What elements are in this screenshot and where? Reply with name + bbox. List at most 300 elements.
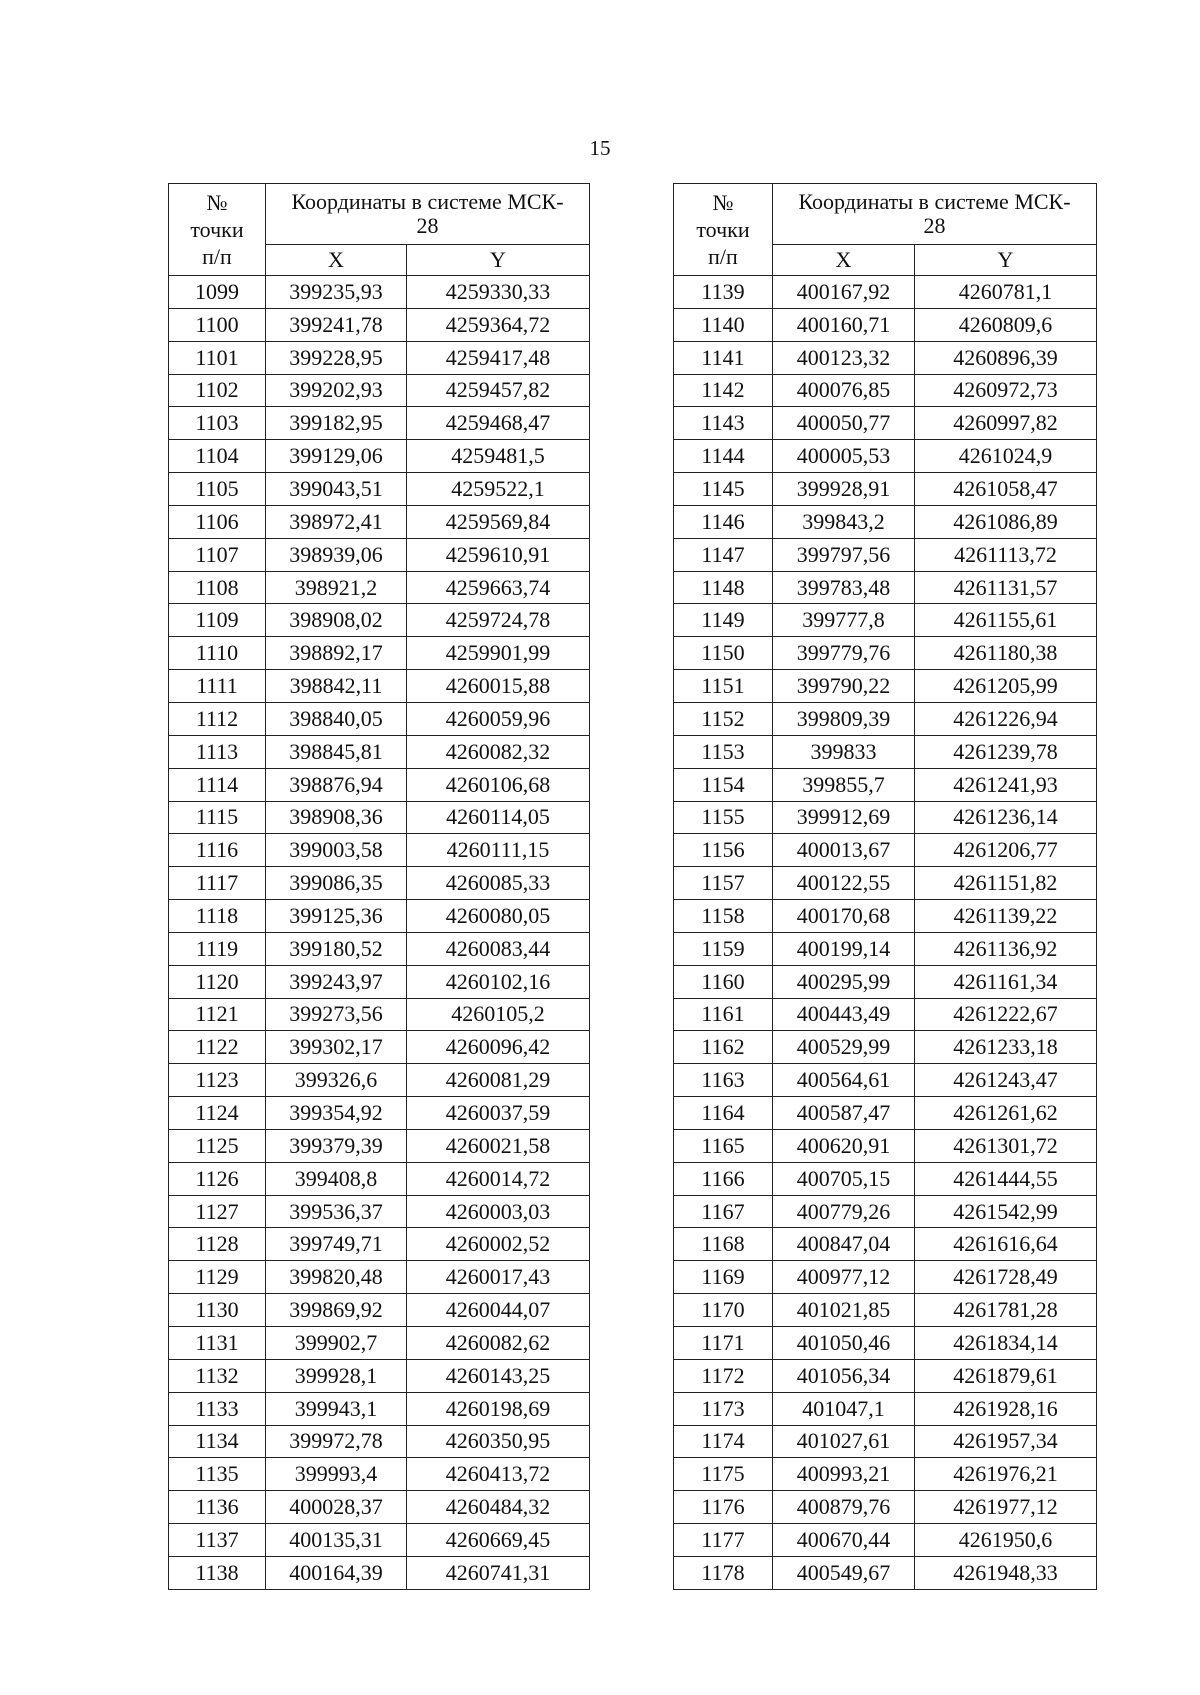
table-row xyxy=(169,538,590,571)
y-coordinate-cell: 4260044,07 xyxy=(407,1294,590,1327)
y-coordinate-cell: 4261058,47 xyxy=(915,473,1097,506)
point-number-cell: 1149 xyxy=(674,604,773,637)
point-number-cell: 1135 xyxy=(169,1458,266,1491)
y-coordinate-cell: 4260002,52 xyxy=(407,1228,590,1261)
table-row xyxy=(674,1031,1097,1064)
point-number-cell: 1121 xyxy=(169,998,266,1031)
header-coordinates-title: Координаты в системе МСК- 28 xyxy=(773,184,1097,245)
x-coordinate-cell: 400529,99 xyxy=(773,1031,915,1064)
y-coordinate-cell: 4261131,57 xyxy=(915,571,1097,604)
x-coordinate-cell: 399302,17 xyxy=(266,1031,407,1064)
point-number-cell: 1115 xyxy=(169,801,266,834)
x-coordinate-cell: 399783,48 xyxy=(773,571,915,604)
point-number-cell: 1159 xyxy=(674,932,773,965)
coordinates-table-right xyxy=(673,183,1097,1590)
point-number-cell: 1101 xyxy=(169,341,266,374)
x-coordinate-cell: 398840,05 xyxy=(266,702,407,735)
x-coordinate-cell: 400005,53 xyxy=(773,440,915,473)
point-number-cell: 1119 xyxy=(169,932,266,965)
x-coordinate-cell: 398939,06 xyxy=(266,538,407,571)
x-coordinate-cell: 399241,78 xyxy=(266,308,407,341)
x-coordinate-cell: 400670,44 xyxy=(773,1524,915,1557)
table-row xyxy=(169,1228,590,1261)
x-coordinate-cell: 399809,39 xyxy=(773,702,915,735)
y-coordinate-cell: 4260111,15 xyxy=(407,834,590,867)
x-coordinate-cell: 399972,78 xyxy=(266,1425,407,1458)
point-number-cell: 1124 xyxy=(169,1097,266,1130)
x-coordinate-cell: 399182,95 xyxy=(266,407,407,440)
y-coordinate-cell: 4260896,39 xyxy=(915,341,1097,374)
table-row xyxy=(674,735,1097,768)
point-number-cell: 1102 xyxy=(169,374,266,407)
table-row xyxy=(169,768,590,801)
y-coordinate-cell: 4261781,28 xyxy=(915,1294,1097,1327)
point-number-cell: 1141 xyxy=(674,341,773,374)
x-coordinate-cell: 399928,91 xyxy=(773,473,915,506)
table-row xyxy=(674,1491,1097,1524)
y-coordinate-cell: 4260096,42 xyxy=(407,1031,590,1064)
x-coordinate-cell: 399125,36 xyxy=(266,900,407,933)
point-number-cell: 1132 xyxy=(169,1359,266,1392)
table-row xyxy=(674,1524,1097,1557)
table-row xyxy=(169,473,590,506)
point-number-cell: 1110 xyxy=(169,637,266,670)
y-coordinate-cell: 4259457,82 xyxy=(407,374,590,407)
x-coordinate-cell: 399129,06 xyxy=(266,440,407,473)
x-coordinate-cell: 400123,32 xyxy=(773,341,915,374)
y-coordinate-cell: 4261222,67 xyxy=(915,998,1097,1031)
coordinates-table-left xyxy=(168,183,590,1590)
x-coordinate-cell: 399779,76 xyxy=(773,637,915,670)
y-coordinate-cell: 4260484,32 xyxy=(407,1491,590,1524)
y-coordinate-cell: 4261977,12 xyxy=(915,1491,1097,1524)
table-row xyxy=(674,571,1097,604)
y-coordinate-cell: 4261239,78 xyxy=(915,735,1097,768)
point-number-cell: 1117 xyxy=(169,867,266,900)
x-coordinate-cell: 399820,48 xyxy=(266,1261,407,1294)
point-number-cell: 1112 xyxy=(169,702,266,735)
y-coordinate-cell: 4260741,31 xyxy=(407,1556,590,1589)
y-coordinate-cell: 4261879,61 xyxy=(915,1359,1097,1392)
point-number-cell: 1165 xyxy=(674,1129,773,1162)
point-number-cell: 1156 xyxy=(674,834,773,867)
y-coordinate-cell: 4261542,99 xyxy=(915,1195,1097,1228)
x-coordinate-cell: 400170,68 xyxy=(773,900,915,933)
y-coordinate-cell: 4261180,38 xyxy=(915,637,1097,670)
y-coordinate-cell: 4260350,95 xyxy=(407,1425,590,1458)
y-coordinate-cell: 4261728,49 xyxy=(915,1261,1097,1294)
table-row xyxy=(169,1261,590,1294)
point-number-cell: 1178 xyxy=(674,1556,773,1589)
x-coordinate-cell: 400028,37 xyxy=(266,1491,407,1524)
table-row xyxy=(674,998,1097,1031)
point-number-cell: 1122 xyxy=(169,1031,266,1064)
y-coordinate-cell: 4261161,34 xyxy=(915,965,1097,998)
y-coordinate-cell: 4259610,91 xyxy=(407,538,590,571)
y-coordinate-cell: 4260809,6 xyxy=(915,308,1097,341)
y-coordinate-cell: 4259724,78 xyxy=(407,604,590,637)
point-number-cell: 1103 xyxy=(169,407,266,440)
table-row xyxy=(674,1097,1097,1130)
point-number-cell: 1130 xyxy=(169,1294,266,1327)
x-coordinate-cell: 400295,99 xyxy=(773,965,915,998)
y-coordinate-cell: 4261155,61 xyxy=(915,604,1097,637)
table-row xyxy=(674,1458,1097,1491)
table-row xyxy=(169,308,590,341)
point-number-cell: 1167 xyxy=(674,1195,773,1228)
y-coordinate-cell: 4259663,74 xyxy=(407,571,590,604)
y-coordinate-cell: 4261261,62 xyxy=(915,1097,1097,1130)
table-row xyxy=(169,276,590,309)
point-number-cell: 1164 xyxy=(674,1097,773,1130)
table-row xyxy=(169,1458,590,1491)
header-x: X xyxy=(773,245,915,276)
table-row xyxy=(169,900,590,933)
table-row xyxy=(674,1359,1097,1392)
point-number-cell: 1142 xyxy=(674,374,773,407)
y-coordinate-cell: 4260037,59 xyxy=(407,1097,590,1130)
table-row xyxy=(674,1228,1097,1261)
y-coordinate-cell: 4259364,72 xyxy=(407,308,590,341)
x-coordinate-cell: 400164,39 xyxy=(266,1556,407,1589)
table-row xyxy=(169,440,590,473)
x-coordinate-cell: 399855,7 xyxy=(773,768,915,801)
point-number-cell: 1162 xyxy=(674,1031,773,1064)
y-coordinate-cell: 4260082,62 xyxy=(407,1327,590,1360)
x-coordinate-cell: 401021,85 xyxy=(773,1294,915,1327)
point-number-cell: 1150 xyxy=(674,637,773,670)
table-row xyxy=(674,1162,1097,1195)
x-coordinate-cell: 398908,36 xyxy=(266,801,407,834)
x-coordinate-cell: 400443,49 xyxy=(773,998,915,1031)
point-number-cell: 1116 xyxy=(169,834,266,867)
x-coordinate-cell: 399228,95 xyxy=(266,341,407,374)
point-number-cell: 1125 xyxy=(169,1129,266,1162)
table-row xyxy=(674,801,1097,834)
y-coordinate-cell: 4261151,82 xyxy=(915,867,1097,900)
table-row xyxy=(169,1162,590,1195)
table-row xyxy=(169,637,590,670)
point-number-cell: 1131 xyxy=(169,1327,266,1360)
table-row xyxy=(169,1294,590,1327)
x-coordinate-cell: 398921,2 xyxy=(266,571,407,604)
point-number-cell: 1129 xyxy=(169,1261,266,1294)
x-coordinate-cell: 400160,71 xyxy=(773,308,915,341)
y-coordinate-cell: 4261241,93 xyxy=(915,768,1097,801)
point-number-cell: 1106 xyxy=(169,505,266,538)
point-number-cell: 1160 xyxy=(674,965,773,998)
x-coordinate-cell: 400013,67 xyxy=(773,834,915,867)
point-number-cell: 1175 xyxy=(674,1458,773,1491)
table-row xyxy=(674,505,1097,538)
x-coordinate-cell: 399790,22 xyxy=(773,670,915,703)
point-number-cell: 1161 xyxy=(674,998,773,1031)
y-coordinate-cell: 4260082,32 xyxy=(407,735,590,768)
point-number-cell: 1109 xyxy=(169,604,266,637)
y-coordinate-cell: 4259330,33 xyxy=(407,276,590,309)
table-row xyxy=(169,571,590,604)
table-row xyxy=(674,867,1097,900)
x-coordinate-cell: 399869,92 xyxy=(266,1294,407,1327)
table-row xyxy=(674,1392,1097,1425)
point-number-cell: 1120 xyxy=(169,965,266,998)
table-row xyxy=(674,604,1097,637)
y-coordinate-cell: 4259901,99 xyxy=(407,637,590,670)
y-coordinate-cell: 4261136,92 xyxy=(915,932,1097,965)
y-coordinate-cell: 4260085,33 xyxy=(407,867,590,900)
point-number-cell: 1145 xyxy=(674,473,773,506)
x-coordinate-cell: 399408,8 xyxy=(266,1162,407,1195)
x-coordinate-cell: 400977,12 xyxy=(773,1261,915,1294)
x-coordinate-cell: 399843,2 xyxy=(773,505,915,538)
y-coordinate-cell: 4261086,89 xyxy=(915,505,1097,538)
table-row xyxy=(674,473,1097,506)
point-number-cell: 1173 xyxy=(674,1392,773,1425)
y-coordinate-cell: 4261226,94 xyxy=(915,702,1097,735)
y-coordinate-cell: 4261205,99 xyxy=(915,670,1097,703)
y-coordinate-cell: 4260413,72 xyxy=(407,1458,590,1491)
table-row xyxy=(674,341,1097,374)
y-coordinate-cell: 4261834,14 xyxy=(915,1327,1097,1360)
x-coordinate-cell: 399202,93 xyxy=(266,374,407,407)
table-row xyxy=(674,440,1097,473)
x-coordinate-cell: 400199,14 xyxy=(773,932,915,965)
x-coordinate-cell: 398892,17 xyxy=(266,637,407,670)
x-coordinate-cell: 399243,97 xyxy=(266,965,407,998)
header-point-number: № точки п/п xyxy=(169,184,266,276)
point-number-cell: 1172 xyxy=(674,1359,773,1392)
y-coordinate-cell: 4260017,43 xyxy=(407,1261,590,1294)
x-coordinate-cell: 400847,04 xyxy=(773,1228,915,1261)
x-coordinate-cell: 399003,58 xyxy=(266,834,407,867)
table-row xyxy=(169,735,590,768)
point-number-cell: 1151 xyxy=(674,670,773,703)
y-coordinate-cell: 4260669,45 xyxy=(407,1524,590,1557)
point-number-cell: 1134 xyxy=(169,1425,266,1458)
table-row xyxy=(674,1294,1097,1327)
point-number-cell: 1154 xyxy=(674,768,773,801)
table-row xyxy=(169,1392,590,1425)
y-coordinate-cell: 4260081,29 xyxy=(407,1064,590,1097)
point-number-cell: 1155 xyxy=(674,801,773,834)
y-coordinate-cell: 4260198,69 xyxy=(407,1392,590,1425)
header-coordinates-title: Координаты в системе МСК- 28 xyxy=(266,184,590,245)
y-coordinate-cell: 4261236,14 xyxy=(915,801,1097,834)
x-coordinate-cell: 399912,69 xyxy=(773,801,915,834)
x-coordinate-cell: 400993,21 xyxy=(773,1458,915,1491)
point-number-cell: 1099 xyxy=(169,276,266,309)
y-coordinate-cell: 4261948,33 xyxy=(915,1556,1097,1589)
point-number-cell: 1118 xyxy=(169,900,266,933)
table-row xyxy=(169,1524,590,1557)
x-coordinate-cell: 400050,77 xyxy=(773,407,915,440)
table-row xyxy=(169,341,590,374)
x-coordinate-cell: 400564,61 xyxy=(773,1064,915,1097)
x-coordinate-cell: 401027,61 xyxy=(773,1425,915,1458)
y-coordinate-cell: 4260105,2 xyxy=(407,998,590,1031)
table-row xyxy=(169,407,590,440)
x-coordinate-cell: 400135,31 xyxy=(266,1524,407,1557)
table-row xyxy=(674,965,1097,998)
table-row xyxy=(674,538,1097,571)
x-coordinate-cell: 400587,47 xyxy=(773,1097,915,1130)
y-coordinate-cell: 4261976,21 xyxy=(915,1458,1097,1491)
table-row xyxy=(674,670,1097,703)
table-row xyxy=(674,276,1097,309)
x-coordinate-cell: 400167,92 xyxy=(773,276,915,309)
table-row xyxy=(169,1129,590,1162)
y-coordinate-cell: 4259417,48 xyxy=(407,341,590,374)
x-coordinate-cell: 399043,51 xyxy=(266,473,407,506)
point-number-cell: 1128 xyxy=(169,1228,266,1261)
table-row xyxy=(674,1261,1097,1294)
table-row xyxy=(169,1031,590,1064)
x-coordinate-cell: 399928,1 xyxy=(266,1359,407,1392)
table-row xyxy=(674,637,1097,670)
x-coordinate-cell: 399235,93 xyxy=(266,276,407,309)
y-coordinate-cell: 4260106,68 xyxy=(407,768,590,801)
point-number-cell: 1153 xyxy=(674,735,773,768)
y-coordinate-cell: 4261206,77 xyxy=(915,834,1097,867)
y-coordinate-cell: 4261301,72 xyxy=(915,1129,1097,1162)
y-coordinate-cell: 4261024,9 xyxy=(915,440,1097,473)
table-row xyxy=(674,1129,1097,1162)
y-coordinate-cell: 4261950,6 xyxy=(915,1524,1097,1557)
x-coordinate-cell: 401056,34 xyxy=(773,1359,915,1392)
point-number-cell: 1171 xyxy=(674,1327,773,1360)
table-row xyxy=(674,900,1097,933)
point-number-cell: 1105 xyxy=(169,473,266,506)
point-number-cell: 1107 xyxy=(169,538,266,571)
point-number-cell: 1100 xyxy=(169,308,266,341)
x-coordinate-cell: 399797,56 xyxy=(773,538,915,571)
point-number-cell: 1127 xyxy=(169,1195,266,1228)
x-coordinate-cell: 399354,92 xyxy=(266,1097,407,1130)
table-row xyxy=(169,867,590,900)
table-row xyxy=(169,1327,590,1360)
y-coordinate-cell: 4259522,1 xyxy=(407,473,590,506)
point-number-cell: 1139 xyxy=(674,276,773,309)
x-coordinate-cell: 399833 xyxy=(773,735,915,768)
x-coordinate-cell: 398876,94 xyxy=(266,768,407,801)
y-coordinate-cell: 4260003,03 xyxy=(407,1195,590,1228)
table-row xyxy=(674,834,1097,867)
x-coordinate-cell: 399086,35 xyxy=(266,867,407,900)
x-coordinate-cell: 399326,6 xyxy=(266,1064,407,1097)
point-number-cell: 1140 xyxy=(674,308,773,341)
y-coordinate-cell: 4259468,47 xyxy=(407,407,590,440)
y-coordinate-cell: 4259481,5 xyxy=(407,440,590,473)
x-coordinate-cell: 399379,39 xyxy=(266,1129,407,1162)
y-coordinate-cell: 4261139,22 xyxy=(915,900,1097,933)
point-number-cell: 1166 xyxy=(674,1162,773,1195)
point-number-cell: 1136 xyxy=(169,1491,266,1524)
y-coordinate-cell: 4261113,72 xyxy=(915,538,1097,571)
x-coordinate-cell: 400879,76 xyxy=(773,1491,915,1524)
table-row xyxy=(674,374,1097,407)
x-coordinate-cell: 399777,8 xyxy=(773,604,915,637)
x-coordinate-cell: 399902,7 xyxy=(266,1327,407,1360)
table-row xyxy=(169,834,590,867)
y-coordinate-cell: 4261233,18 xyxy=(915,1031,1097,1064)
table-row xyxy=(674,1195,1097,1228)
header-y: Y xyxy=(915,245,1097,276)
table-row xyxy=(169,1425,590,1458)
point-number-cell: 1137 xyxy=(169,1524,266,1557)
x-coordinate-cell: 399273,56 xyxy=(266,998,407,1031)
x-coordinate-cell: 400549,67 xyxy=(773,1556,915,1589)
point-number-cell: 1123 xyxy=(169,1064,266,1097)
header-point-number: № точки п/п xyxy=(674,184,773,276)
point-number-cell: 1108 xyxy=(169,571,266,604)
x-coordinate-cell: 399993,4 xyxy=(266,1458,407,1491)
x-coordinate-cell: 400620,91 xyxy=(773,1129,915,1162)
point-number-cell: 1138 xyxy=(169,1556,266,1589)
y-coordinate-cell: 4260014,72 xyxy=(407,1162,590,1195)
y-coordinate-cell: 4260143,25 xyxy=(407,1359,590,1392)
point-number-cell: 1168 xyxy=(674,1228,773,1261)
point-number-cell: 1104 xyxy=(169,440,266,473)
y-coordinate-cell: 4260114,05 xyxy=(407,801,590,834)
y-coordinate-cell: 4260083,44 xyxy=(407,932,590,965)
table-row xyxy=(169,965,590,998)
table-row xyxy=(674,932,1097,965)
x-coordinate-cell: 399180,52 xyxy=(266,932,407,965)
point-number-cell: 1176 xyxy=(674,1491,773,1524)
point-number-cell: 1126 xyxy=(169,1162,266,1195)
y-coordinate-cell: 4261957,34 xyxy=(915,1425,1097,1458)
page-number: 15 xyxy=(589,136,611,160)
x-coordinate-cell: 401050,46 xyxy=(773,1327,915,1360)
point-number-cell: 1170 xyxy=(674,1294,773,1327)
table-row xyxy=(674,1425,1097,1458)
header-y: Y xyxy=(407,245,590,276)
table-row xyxy=(674,702,1097,735)
point-number-cell: 1174 xyxy=(674,1425,773,1458)
x-coordinate-cell: 400122,55 xyxy=(773,867,915,900)
point-number-cell: 1146 xyxy=(674,505,773,538)
table-row xyxy=(169,1359,590,1392)
table-row xyxy=(169,1195,590,1228)
table-row xyxy=(674,1064,1097,1097)
point-number-cell: 1147 xyxy=(674,538,773,571)
table-row xyxy=(169,1491,590,1524)
point-number-cell: 1144 xyxy=(674,440,773,473)
y-coordinate-cell: 4261243,47 xyxy=(915,1064,1097,1097)
y-coordinate-cell: 4260021,58 xyxy=(407,1129,590,1162)
point-number-cell: 1111 xyxy=(169,670,266,703)
x-coordinate-cell: 398845,81 xyxy=(266,735,407,768)
x-coordinate-cell: 400779,26 xyxy=(773,1195,915,1228)
point-number-cell: 1113 xyxy=(169,735,266,768)
table-row xyxy=(169,374,590,407)
y-coordinate-cell: 4260997,82 xyxy=(915,407,1097,440)
table-row xyxy=(169,1556,590,1589)
table-row xyxy=(169,604,590,637)
point-number-cell: 1148 xyxy=(674,571,773,604)
y-coordinate-cell: 4259569,84 xyxy=(407,505,590,538)
point-number-cell: 1152 xyxy=(674,702,773,735)
point-number-cell: 1114 xyxy=(169,768,266,801)
x-coordinate-cell: 399749,71 xyxy=(266,1228,407,1261)
x-coordinate-cell: 399536,37 xyxy=(266,1195,407,1228)
x-coordinate-cell: 398972,41 xyxy=(266,505,407,538)
table-row xyxy=(169,1097,590,1130)
table-row xyxy=(169,998,590,1031)
y-coordinate-cell: 4260102,16 xyxy=(407,965,590,998)
table-row xyxy=(169,505,590,538)
y-coordinate-cell: 4260059,96 xyxy=(407,702,590,735)
